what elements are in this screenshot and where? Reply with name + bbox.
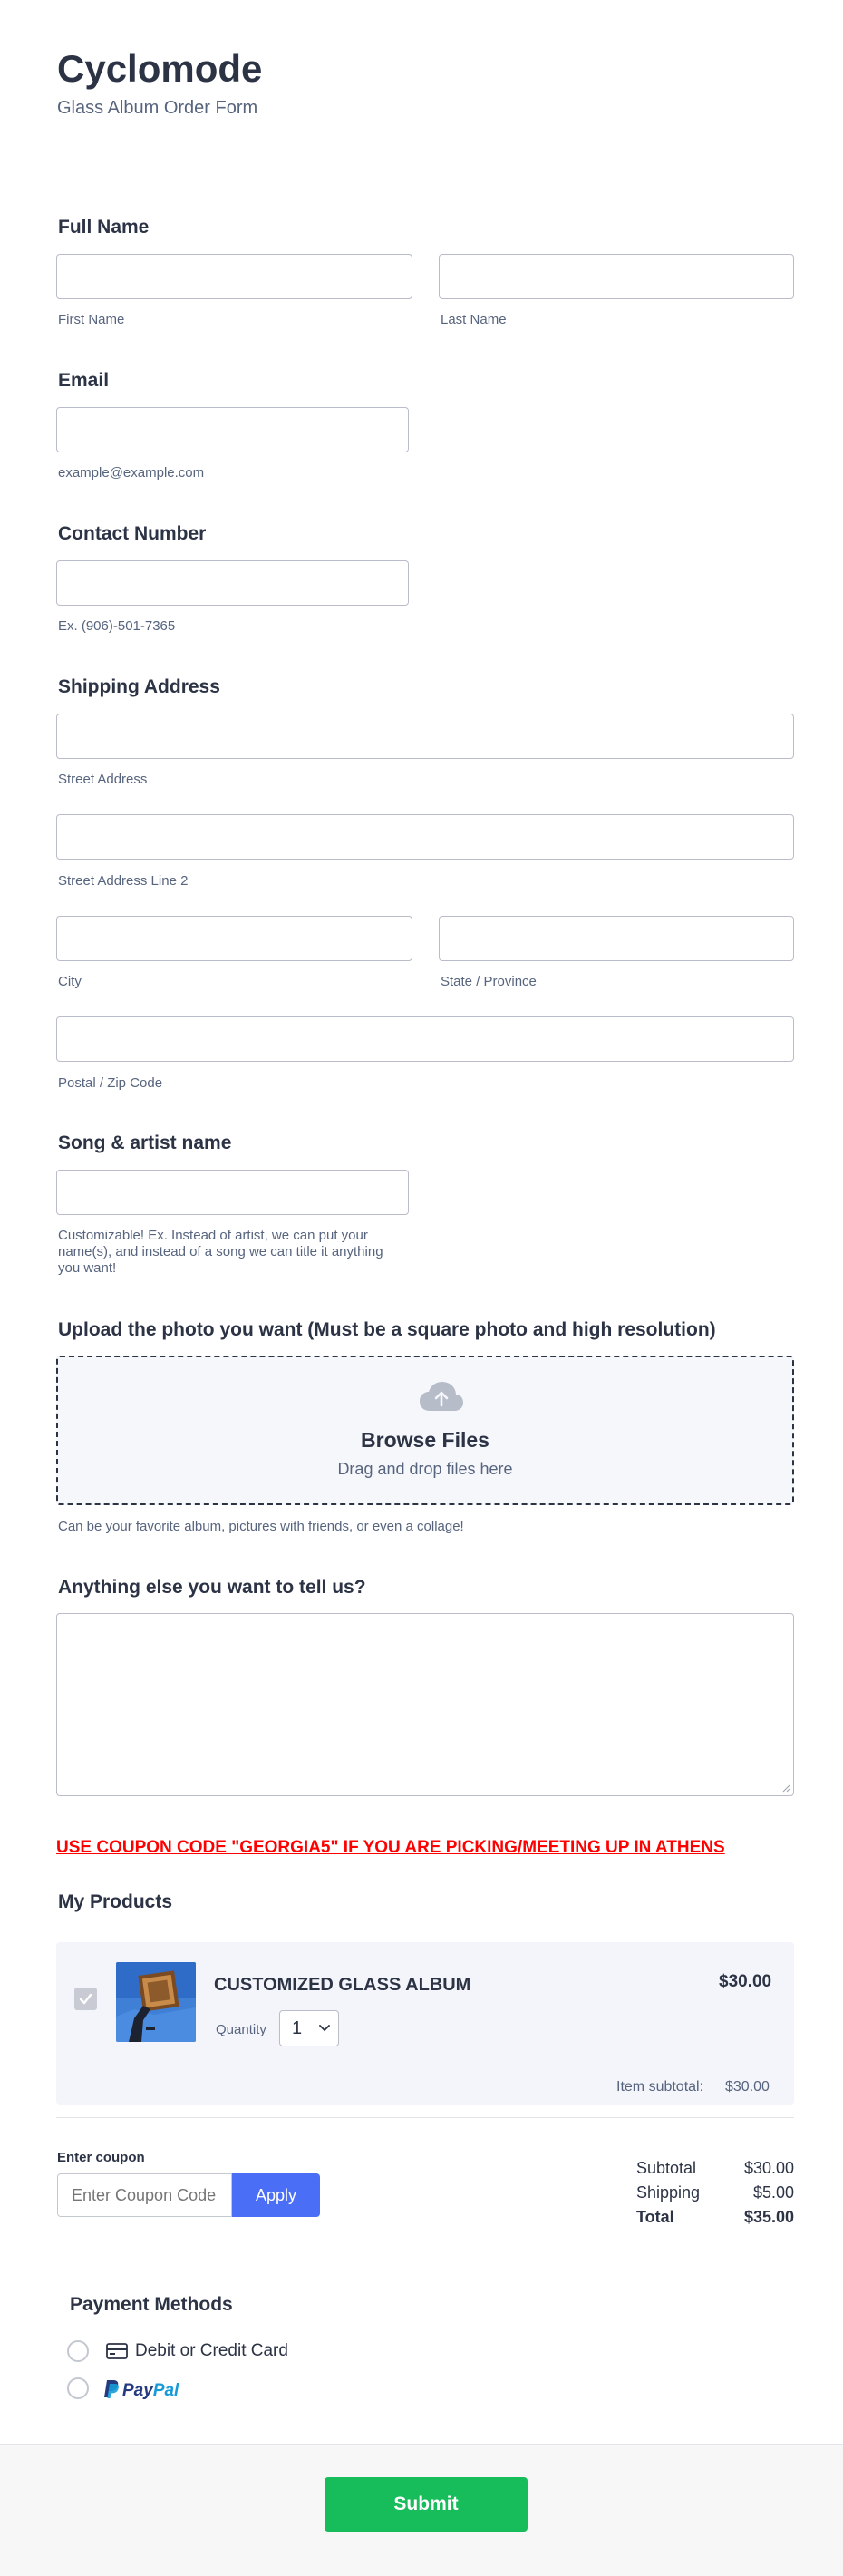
- paypal-wordmark-pay: Pay: [122, 2381, 153, 2400]
- coupon-banner: USE COUPON CODE "GEORGIA5" IF YOU ARE PICKING/MEETING UP IN ATHENS: [56, 1838, 725, 1857]
- resize-handle-icon[interactable]: [781, 1784, 790, 1793]
- email-label: Email: [58, 370, 110, 391]
- email-sublabel: example@example.com: [58, 465, 205, 481]
- street-address-line2-input[interactable]: [56, 814, 794, 860]
- coupon-input[interactable]: [57, 2173, 232, 2217]
- browse-files-text[interactable]: Browse Files: [361, 1428, 489, 1452]
- song-artist-input[interactable]: [56, 1170, 409, 1215]
- shipping-address-label: Shipping Address: [58, 676, 220, 697]
- message-textarea[interactable]: [56, 1613, 794, 1796]
- payment-methods-label: Payment Methods: [70, 2294, 233, 2315]
- full-name-label: Full Name: [58, 217, 150, 238]
- total-value: $35.00: [743, 2208, 794, 2226]
- subtotal-label: Subtotal: [636, 2159, 697, 2177]
- state-province-sublabel: State / Province: [441, 974, 537, 989]
- shipping-label: Shipping: [636, 2183, 701, 2202]
- paypal-wordmark[interactable]: [122, 2381, 179, 2401]
- products-divider: [56, 2117, 794, 2118]
- page-title: Cyclomode: [57, 47, 263, 90]
- contact-number-input[interactable]: [56, 560, 409, 606]
- upload-sublabel: Can be your favorite album, pictures with friends, or even a collage!: [58, 1519, 464, 1534]
- song-artist-sublabel-line3: you want!: [58, 1260, 117, 1276]
- message-label: Anything else you want to tell us?: [58, 1577, 366, 1598]
- subtotal-value: $30.00: [743, 2159, 794, 2177]
- contact-number-sublabel: Ex. (906)-501-7365: [58, 618, 176, 634]
- postal-code-input[interactable]: [56, 1016, 794, 1062]
- street-address-line2-sublabel: Street Address Line 2: [58, 873, 189, 889]
- my-products-label: My Products: [58, 1891, 173, 1912]
- song-artist-label: Song & artist name: [58, 1132, 232, 1153]
- city-sublabel: City: [58, 974, 82, 989]
- last-name-input[interactable]: [439, 254, 794, 299]
- quantity-value: 1: [292, 2018, 303, 2038]
- card-radio[interactable]: [67, 2340, 89, 2362]
- card-payment-label[interactable]: Debit or Credit Card: [135, 2341, 288, 2360]
- credit-card-icon: [106, 2343, 128, 2359]
- paypal-logo-icon: [103, 2379, 120, 2399]
- product-price: $30.00: [719, 1972, 772, 1991]
- item-subtotal-value: $30.00: [725, 2079, 770, 2095]
- item-subtotal-label: Item subtotal:: [616, 2079, 704, 2095]
- checkmark-icon: [74, 1988, 97, 2010]
- total-label: Total: [636, 2208, 674, 2226]
- apply-coupon-button[interactable]: Apply: [232, 2173, 320, 2217]
- paypal-wordmark-pal: Pal: [152, 2381, 179, 2400]
- product-name: CUSTOMIZED GLASS ALBUM: [214, 1975, 471, 1995]
- page-subtitle: Glass Album Order Form: [57, 98, 258, 118]
- product-thumbnail[interactable]: [116, 1962, 196, 2042]
- quantity-select[interactable]: [279, 2010, 339, 2046]
- first-name-sublabel: First Name: [58, 312, 125, 327]
- song-artist-sublabel-line2: name(s), and instead of a song we can title it anything: [58, 1244, 383, 1259]
- street-address-sublabel: Street Address: [58, 772, 148, 787]
- last-name-sublabel: Last Name: [441, 312, 507, 327]
- state-province-input[interactable]: [439, 916, 794, 961]
- cloud-upload-icon: [419, 1381, 464, 1412]
- upload-photo-label: Upload the photo you want (Must be a square photo and high resolution): [58, 1319, 716, 1340]
- chevron-down-icon: [319, 2025, 330, 2032]
- street-address-input[interactable]: [56, 714, 794, 759]
- product-checkbox[interactable]: [74, 1988, 97, 2010]
- coupon-label: Enter coupon: [57, 2150, 145, 2165]
- paypal-radio[interactable]: [67, 2377, 89, 2399]
- contact-number-label: Contact Number: [58, 523, 207, 544]
- song-artist-sublabel-line1: Customizable! Ex. Instead of artist, we can put your: [58, 1228, 368, 1243]
- album-photo-image: [116, 1962, 196, 2042]
- postal-code-sublabel: Postal / Zip Code: [58, 1075, 163, 1091]
- first-name-input[interactable]: [56, 254, 412, 299]
- shipping-value: $5.00: [752, 2183, 794, 2202]
- email-input[interactable]: [56, 407, 409, 452]
- city-input[interactable]: [56, 916, 412, 961]
- file-upload-dropzone[interactable]: [56, 1356, 794, 1505]
- submit-button[interactable]: Submit: [325, 2477, 528, 2532]
- drag-drop-text: Drag and drop files here: [337, 1460, 513, 1478]
- quantity-label: Quantity: [216, 2022, 266, 2037]
